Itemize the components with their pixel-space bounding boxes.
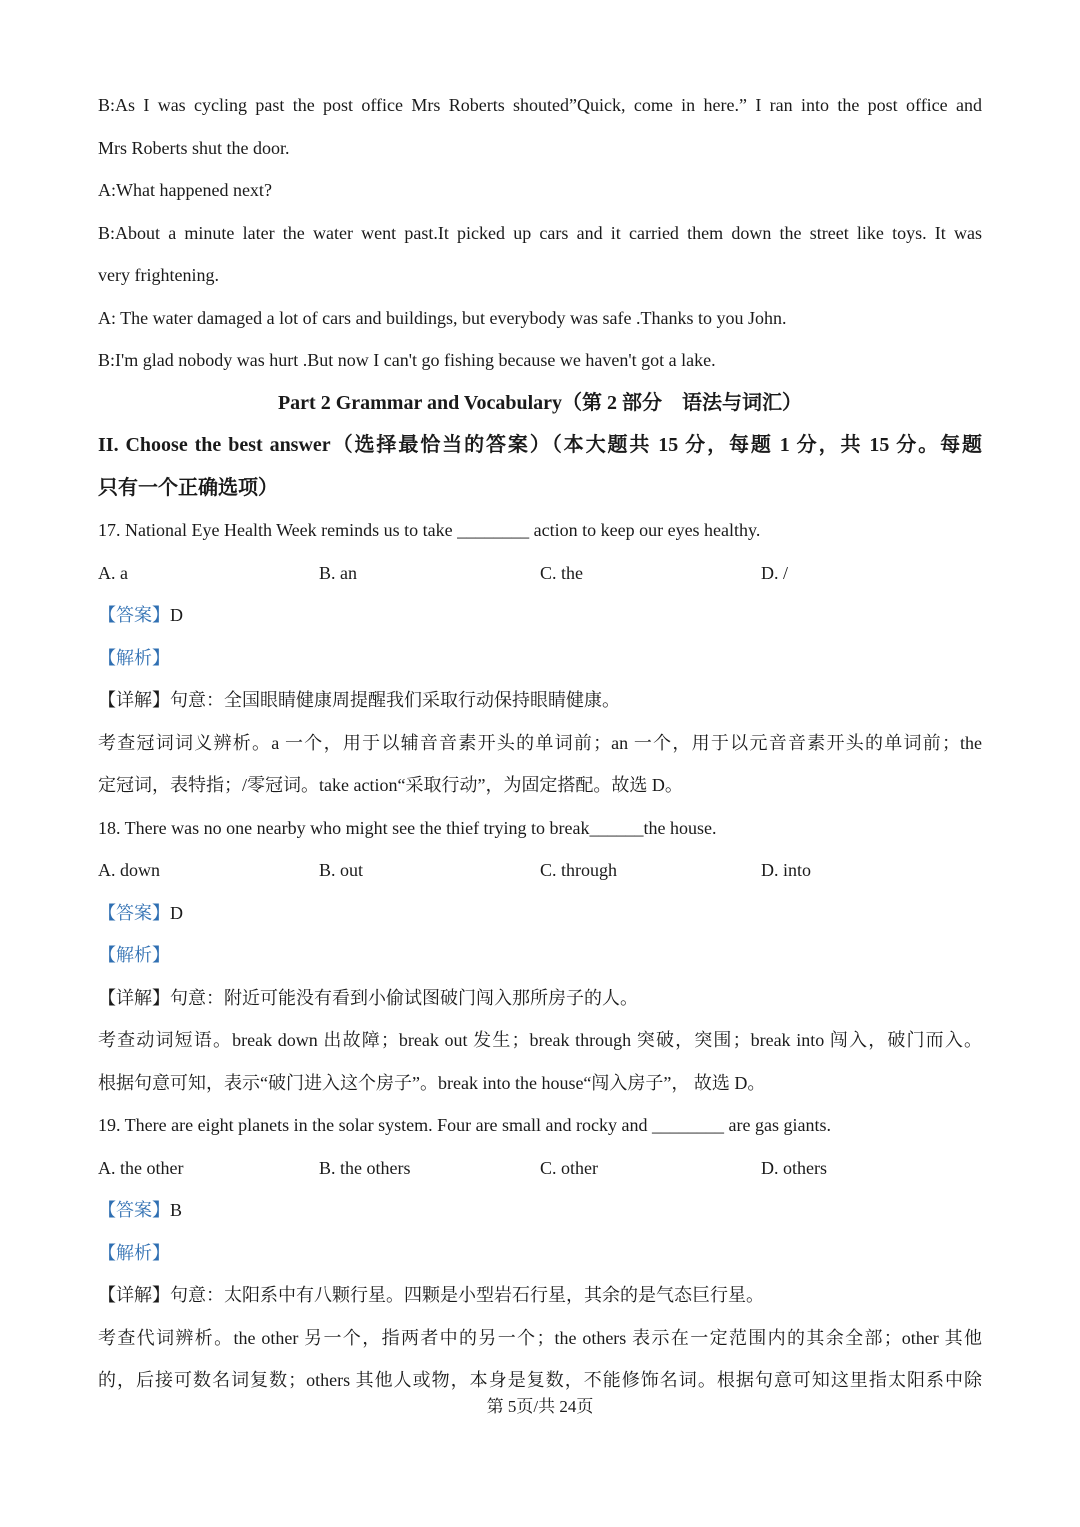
analysis-label: 【解析】 bbox=[98, 647, 170, 668]
options-row bbox=[98, 552, 982, 595]
explanation-line: 考查代词辨析。the other 另一个，指两者中的另一个；the others 表示在一定范围内的其余全部；other 其他 bbox=[98, 1327, 982, 1348]
question-stem: 18. There was no one nearby who might see the thief trying to break______the house. bbox=[98, 817, 717, 838]
option-d: D. others bbox=[761, 1157, 827, 1178]
dialogue-line: very frightening. bbox=[98, 265, 219, 285]
answer-line bbox=[98, 1189, 982, 1232]
section-instruction-cont: 只有一个正确选项） bbox=[98, 476, 278, 499]
question-stem: 19. There are eight planets in the solar system. Four are small and rocky and ________ are gas giants. bbox=[98, 1115, 831, 1135]
options-row bbox=[98, 849, 982, 892]
answer-label: 【答案】 bbox=[98, 902, 170, 923]
explanation-line: 定冠词，表特指；/零冠词。take action“采取行动”，为固定搭配。故选 D。 bbox=[98, 775, 683, 795]
answer-line bbox=[98, 892, 982, 935]
explanation-line: 考查动词短语。break down 出故障；break out 发生；break through 突破，突围；break into 闯入，破门而入。 bbox=[98, 1030, 982, 1050]
option-c: C. other bbox=[540, 1157, 598, 1178]
dialogue-line: B:I'm glad nobody was hurt .But now I can't go fishing because we haven't got a lake. bbox=[98, 350, 716, 370]
analysis-label: 【解析】 bbox=[98, 945, 170, 965]
option-d: D. into bbox=[761, 860, 812, 880]
options-row bbox=[98, 1147, 982, 1190]
option-c: C. the bbox=[540, 562, 583, 583]
analysis-line bbox=[98, 934, 982, 977]
option-b: B. an bbox=[319, 562, 357, 583]
document-page bbox=[98, 84, 982, 1402]
explanation-line: 考查冠词词义辨析。a 一个，用于以辅音音素开头的单词前；an 一个，用于以元音音素开头的单词前；the bbox=[98, 732, 982, 753]
dialogue-line: Mrs Roberts shut the door. bbox=[98, 137, 290, 158]
option-d: D. / bbox=[761, 562, 788, 583]
part-title: Part 2 Grammar and Vocabulary（第 2 部分 语法与词汇） bbox=[277, 391, 803, 414]
detail-label: 【详解】 bbox=[98, 987, 170, 1008]
answer-line bbox=[98, 594, 982, 637]
answer-value: D bbox=[170, 902, 183, 923]
analysis-line bbox=[98, 637, 982, 680]
explanation-line: 的，后接可数名词复数；others 其他人或物，本身是复数，不能修饰名词。根据句意可知这里指太阳系中除 bbox=[98, 1370, 982, 1390]
question-stem: 17. National Eye Health Week reminds us to take ________ action to keep our eyes healthy. bbox=[98, 520, 761, 540]
dialogue-line: B:About a minute later the water went past.It picked up cars and it carried them down the street like toys. It was bbox=[98, 222, 982, 243]
explanation-line: 根据句意可知，表示“破门进入这个房子”。break into the house“闯入房子”， 故选 D。 bbox=[98, 1072, 766, 1093]
analysis-label: 【解析】 bbox=[98, 1242, 170, 1263]
dialogue-line: B:As I was cycling past the post office Mrs Roberts shouted”Quick, come in here.” I ran into the post office and bbox=[98, 95, 982, 115]
answer-value: D bbox=[170, 605, 183, 625]
detail-text: 句意：附近可能没有看到小偷试图破门闯入那所房子的人。 bbox=[170, 987, 638, 1008]
answer-label: 【答案】 bbox=[98, 605, 170, 625]
answer-label: 【答案】 bbox=[98, 1200, 170, 1220]
page-footer: 第 5页/共 24页 bbox=[486, 1397, 594, 1416]
option-b: B. the others bbox=[319, 1157, 411, 1178]
detail-text: 句意：太阳系中有八颗行星。四颗是小型岩石行星，其余的是气态巨行星。 bbox=[170, 1285, 764, 1305]
section-instruction: II. Choose the best answer（选择最恰当的答案）（本大题共 15 分，每题 1 分，共 15 分。每题 bbox=[98, 434, 982, 456]
dialogue-line: A:What happened next? bbox=[98, 180, 272, 200]
option-a: A. a bbox=[98, 562, 128, 583]
option-a: A. the other bbox=[98, 1157, 184, 1178]
detail-label: 【详解】 bbox=[98, 690, 170, 710]
detail-line bbox=[98, 977, 982, 1020]
detail-label: 【详解】 bbox=[98, 1285, 170, 1305]
detail-line bbox=[98, 1274, 982, 1317]
detail-text: 句意：全国眼睛健康周提醒我们采取行动保持眼睛健康。 bbox=[170, 690, 620, 710]
answer-value: B bbox=[170, 1200, 183, 1220]
detail-line bbox=[98, 679, 982, 722]
analysis-line bbox=[98, 1232, 982, 1275]
option-c: C. through bbox=[540, 860, 618, 880]
option-b: B. out bbox=[319, 860, 364, 880]
dialogue-line: A: The water damaged a lot of cars and buildings, but everybody was safe .Thanks to you John. bbox=[98, 307, 787, 328]
option-a: A. down bbox=[98, 860, 160, 880]
